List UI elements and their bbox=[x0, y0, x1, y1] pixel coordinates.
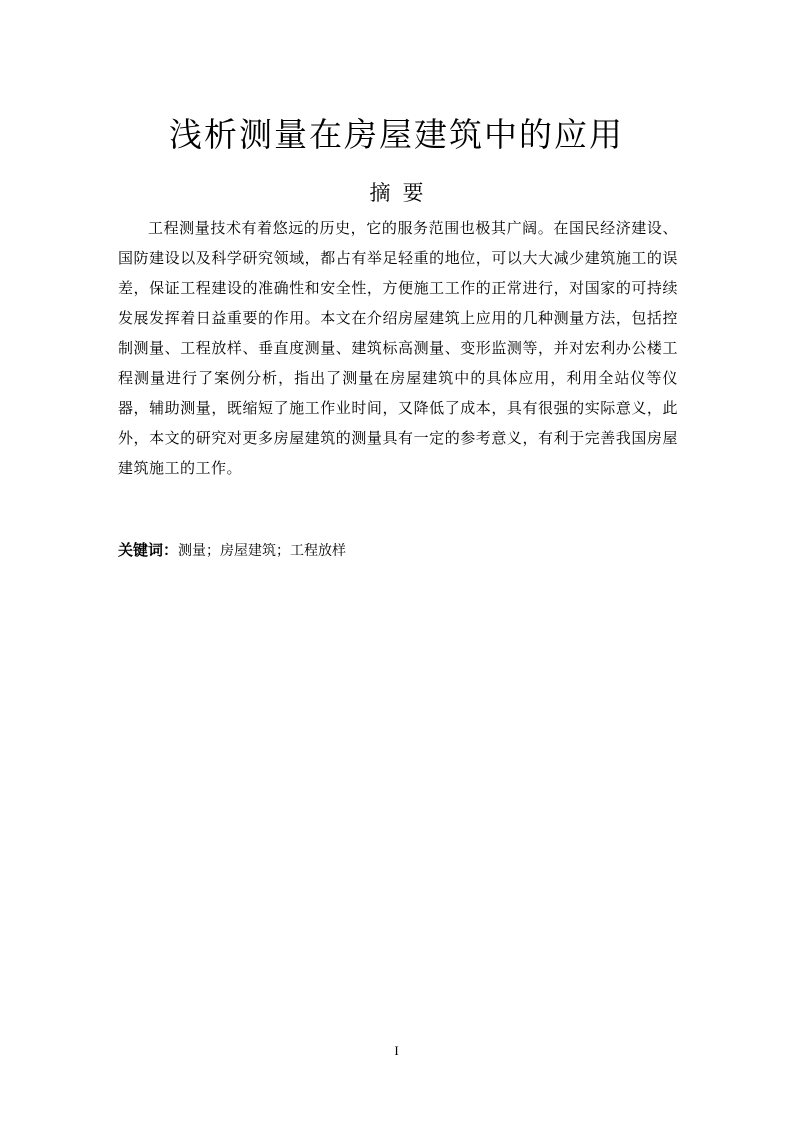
document-title: 浅析测量在房屋建筑中的应用 bbox=[169, 115, 624, 154]
abstract-heading: 摘要 bbox=[369, 181, 436, 205]
keywords-value: 测量；房屋建筑；工程放样 bbox=[178, 543, 347, 559]
abstract-body: 工程测量技术有着悠远的历史，它的服务范围也极其广阔。在国民经济建设、国防建设以及科学研究领域，都占有举足轻重的地位，可以大大减少建筑施工的误差，保证工程建设的准确性和安全性，方便施工工作的正常进行，对国家的可持续发展发挥着日益重要的作用。本文在介绍房屋建筑上应用的几种测量方法，包括控制测量、工程放样、垂直度测量、建筑标高测量、变形监测等，并对宏利办公楼工程测量进行了案例分析，指出了测量在房屋建筑中的具体应用，利用全站仪等仪器，辅助测量，既缩短了施工作业时间，又降低了成本，具有很强的实际意义，此外，本文的研究对更多房屋建筑的测量具有一定的参考意义，有利于完善我国房屋建筑施工的工作。 bbox=[118, 219, 678, 477]
keywords-label: 关键词： bbox=[118, 541, 179, 559]
keywords-line bbox=[118, 537, 678, 564]
page-number: I bbox=[394, 1043, 399, 1058]
